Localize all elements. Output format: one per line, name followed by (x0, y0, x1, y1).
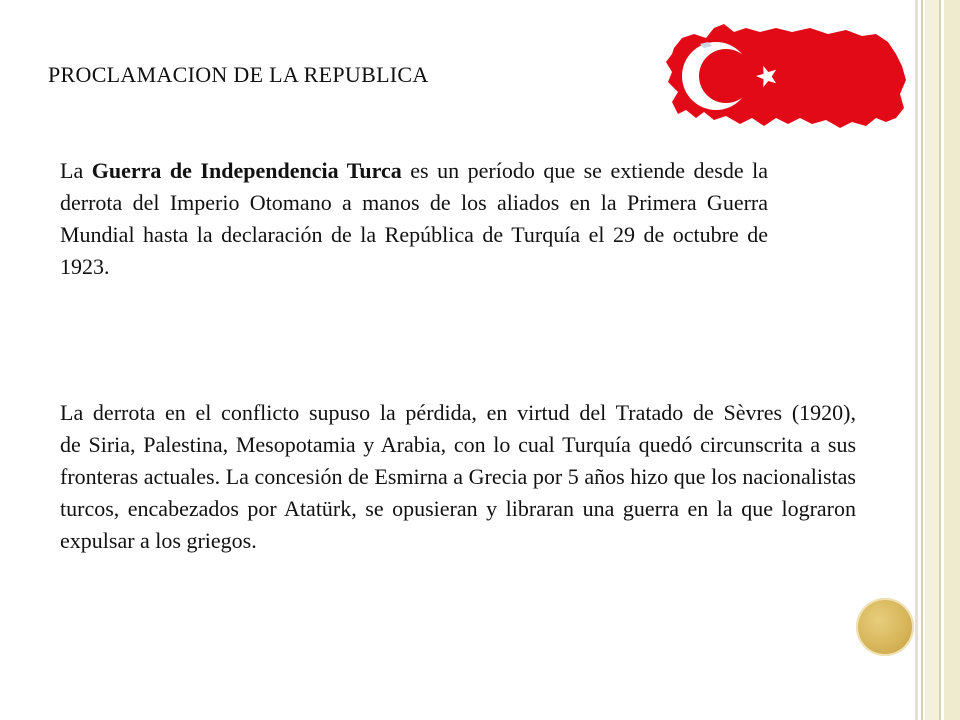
right-stripes-decoration (915, 0, 960, 720)
intro-bold-term: Guerra de Independencia Turca (91, 158, 402, 183)
intro-rest: es un período que se extiende desde la derrota del Imperio Otomano a manos de los aliados en la Primera Guerra Mundial hasta la declaración de la República de Turquía el 29 de octubre de 1923. (60, 158, 769, 279)
stripe (925, 0, 939, 720)
crescent-inner (699, 49, 753, 103)
slide-title: PROCLAMACION DE LA REPUBLICA (48, 62, 429, 87)
stripe (944, 0, 960, 720)
turkey-flag-map-icon (660, 14, 916, 142)
stripe (921, 0, 923, 720)
defeat-paragraph (60, 397, 856, 557)
defeat-rest: de Siria, Palestina, Mesopotamia y Arabia, con lo cual Turquía quedó circunscrita a sus fronteras actuales. La concesión de Esmirna a Grecia por 5 años hizo que los nacionalistas turcos, encabezados por Atatürk, se opusieran y libraran una guerra en la que lograron expulsar a los griegos. (60, 432, 856, 553)
intro-lead: La (60, 158, 92, 183)
stripe (939, 0, 941, 720)
gold-circle-icon (856, 598, 914, 656)
defeat-line1: La derrota en el conflicto supuso la pérdida, en virtud del Tratado de Sèvres (1920), (60, 400, 856, 425)
intro-paragraph (60, 155, 768, 283)
